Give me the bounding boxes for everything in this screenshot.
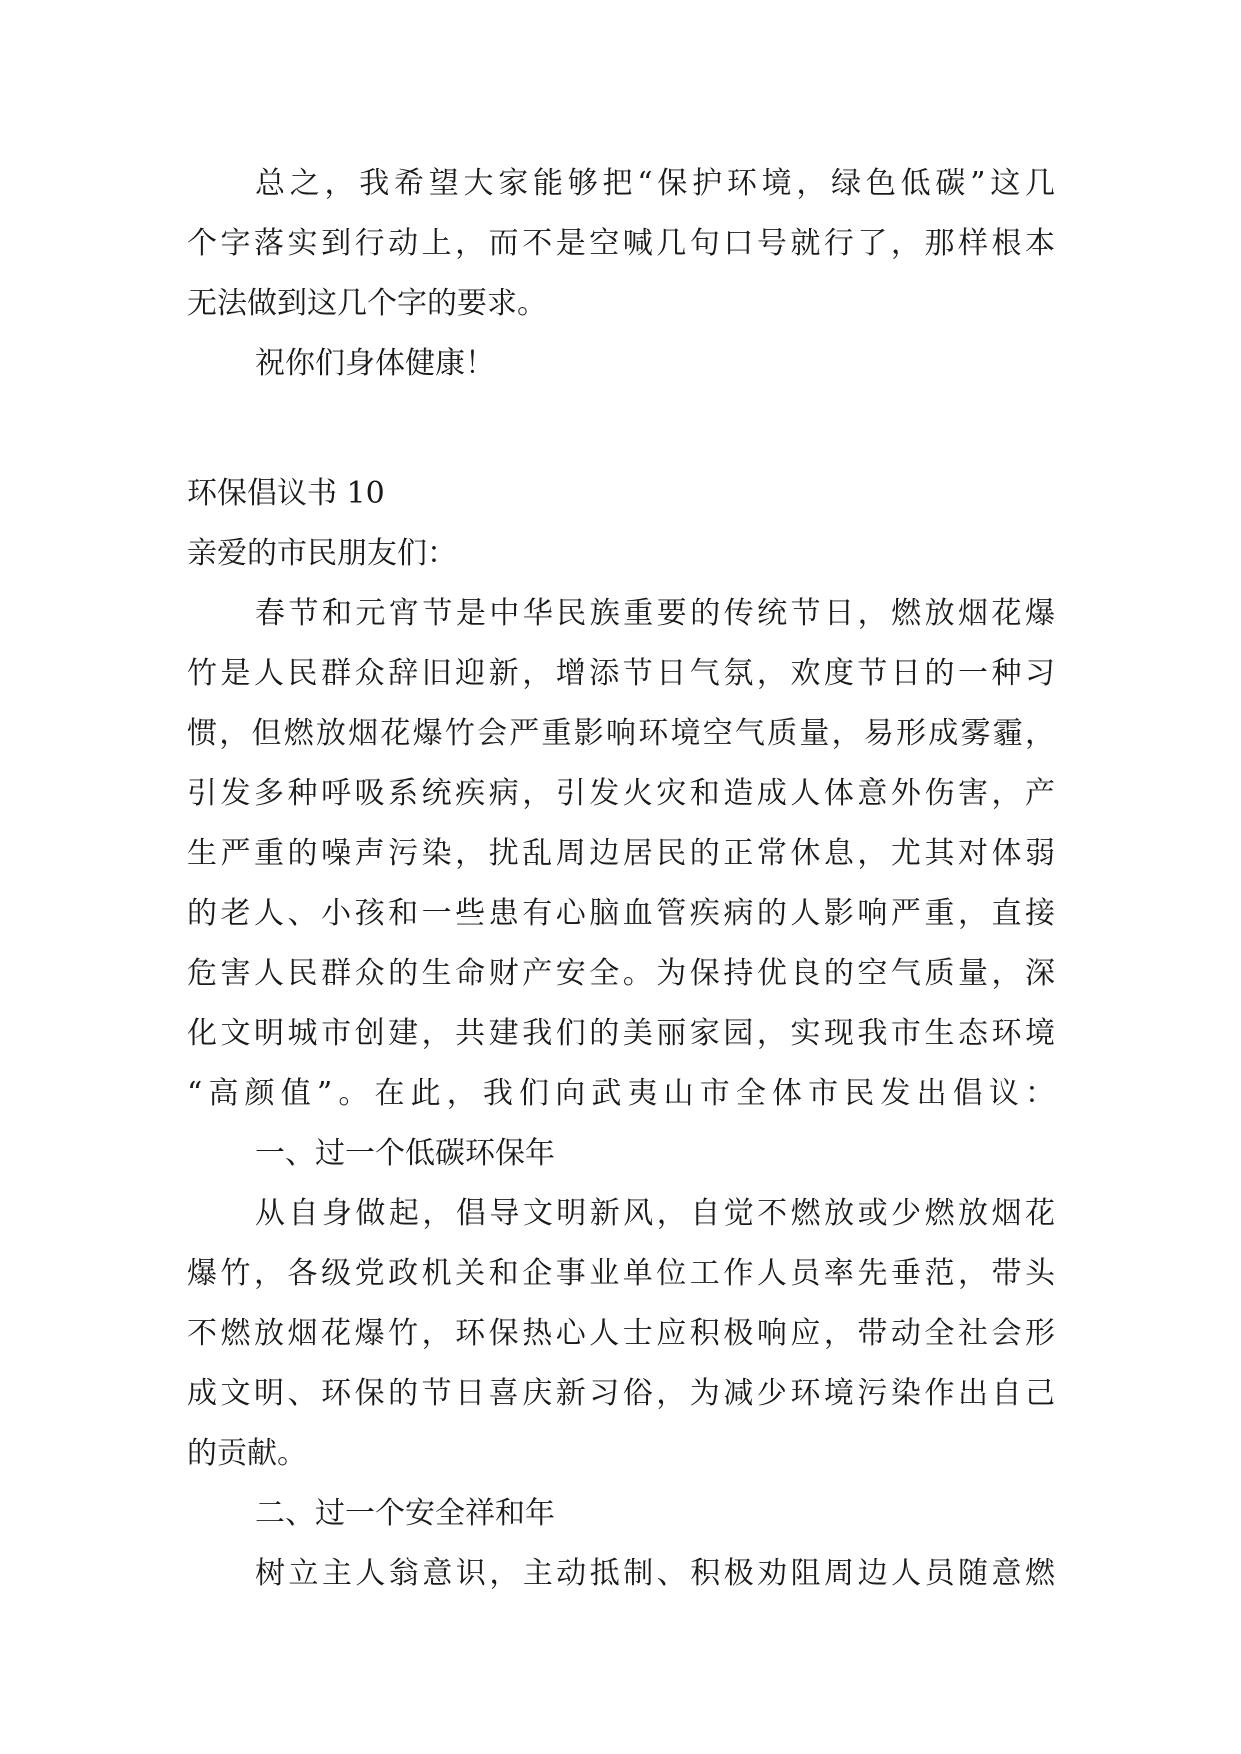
paragraph-line: “高颜值”。在此，我们向武夷山市全体市民发出倡议：	[187, 1076, 1055, 1111]
section-title: 环保倡议书 10	[187, 476, 385, 511]
section-heading: 一、过一个低碳环保年	[255, 1136, 555, 1171]
paragraph-line: 化文明城市创建，共建我们的美丽家园，实现我市生态环境	[187, 1016, 1055, 1051]
paragraph-line: 爆竹，各级党政机关和企事业单位工作人员率先垂范，带头	[187, 1256, 1055, 1291]
paragraph-line: 引发多种呼吸系统疾病，引发火灾和造成人体意外伤害，产	[187, 776, 1055, 811]
section-gap	[187, 394, 1055, 464]
paragraph-line: 的老人、小孩和一些患有心脑血管疾病的人影响严重，直接	[187, 896, 1055, 931]
paragraph-line: 春节和元宵节是中华民族重要的传统节日，燃放烟花爆	[255, 596, 1055, 631]
paragraph-line: 总之，我希望大家能够把“保护环境，绿色低碳”这几	[255, 166, 1055, 201]
closing-line: 祝你们身体健康！	[255, 346, 495, 381]
paragraph-line: 个字落实到行动上，而不是空喊几句口号就行了，那样根本	[187, 226, 1055, 261]
paragraph-line: 无法做到这几个字的要求。	[187, 286, 547, 321]
paragraph-line: 成文明、环保的节日喜庆新习俗，为减少环境污染作出自己	[187, 1376, 1055, 1411]
document-body	[187, 154, 1055, 1604]
paragraph-line: 的贡献。	[187, 1436, 307, 1471]
section-heading: 二、过一个安全祥和年	[255, 1496, 555, 1531]
paragraph-line: 树立主人翁意识，主动抵制、积极劝阻周边人员随意燃	[255, 1556, 1055, 1591]
paragraph-line: 惯，但燃放烟花爆竹会严重影响环境空气质量，易形成雾霾，	[187, 716, 1055, 751]
paragraph-line: 从自身做起，倡导文明新风，自觉不燃放或少燃放烟花	[255, 1196, 1055, 1231]
paragraph-line: 生严重的噪声污染，扰乱周边居民的正常休息，尤其对体弱	[187, 836, 1055, 871]
paragraph-line: 不燃放烟花爆竹，环保热心人士应积极响应，带动全社会形	[187, 1316, 1055, 1351]
paragraph-line: 竹是人民群众辞旧迎新，增添节日气氛，欢度节日的一种习	[187, 656, 1055, 691]
greeting: 亲爱的市民朋友们：	[187, 536, 457, 571]
paragraph-line: 危害人民群众的生命财产安全。为保持优良的空气质量，深	[187, 956, 1055, 991]
